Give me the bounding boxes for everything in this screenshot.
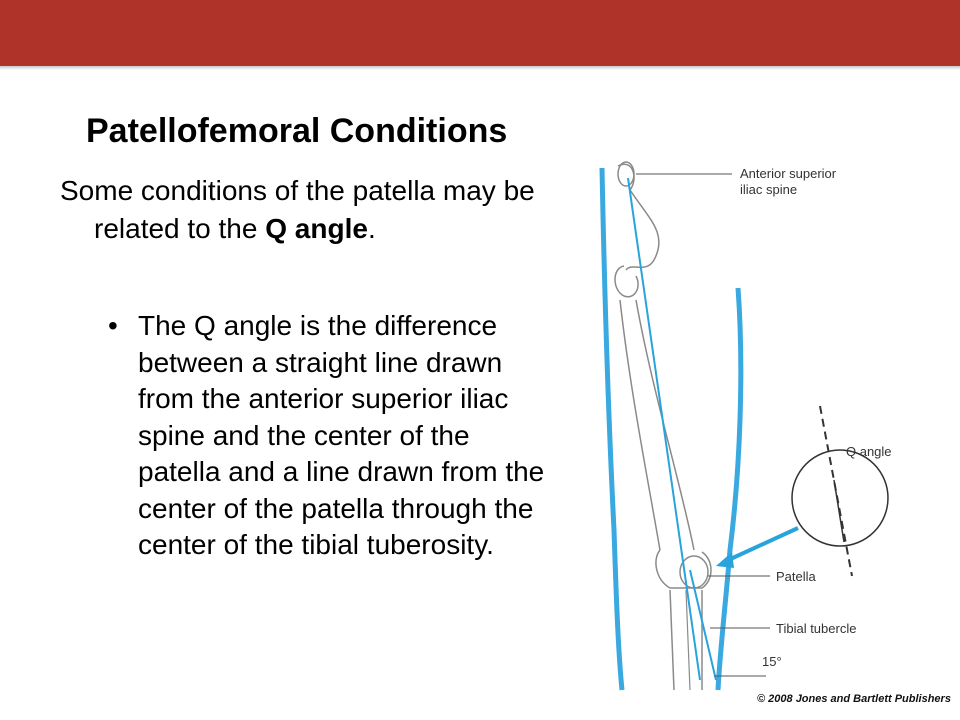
bullet-text: The Q angle is the difference between a straight line drawn from the anterior superior iliac spine and the center of the patella and a line drawn from the center of the patella through the center of the tibial tuberosity. (138, 310, 545, 560)
intro-bold-term: Q angle (265, 213, 368, 244)
q-angle-diagram (590, 150, 960, 720)
intro-paragraph (60, 172, 560, 248)
femur-head (615, 266, 638, 297)
leg-outline-right (718, 288, 741, 690)
label-patella: Patella (776, 569, 816, 584)
tibia-left (670, 590, 674, 690)
label-tibial-tubercle: Tibial tubercle (776, 621, 857, 636)
label-asis-line1: Anterior superior (740, 166, 837, 181)
label-q-angle: Q angle (846, 444, 892, 459)
femur-shaft-left (620, 300, 660, 550)
header-shadow (0, 66, 960, 70)
slide-title: Patellofemoral Conditions (86, 112, 508, 150)
asis-marker (618, 162, 634, 186)
header-band (0, 0, 960, 66)
label-angle-value: 15° (762, 654, 782, 669)
label-asis-line2: iliac spine (740, 182, 798, 197)
femur-shaft-right (636, 300, 694, 550)
copyright-notice: © 2008 Jones and Bartlett Publishers (757, 693, 951, 705)
pointer-arrow-line (724, 528, 798, 562)
slide-body (60, 172, 560, 248)
intro-suffix: . (367, 213, 376, 244)
bullet-marker: • (108, 310, 118, 341)
q-angle-magnifier (792, 450, 888, 546)
intro-prefix: Some conditions of the patella may be related to the (60, 175, 535, 244)
pointer-arrowhead (716, 552, 734, 568)
leg-outline-left (602, 168, 622, 690)
